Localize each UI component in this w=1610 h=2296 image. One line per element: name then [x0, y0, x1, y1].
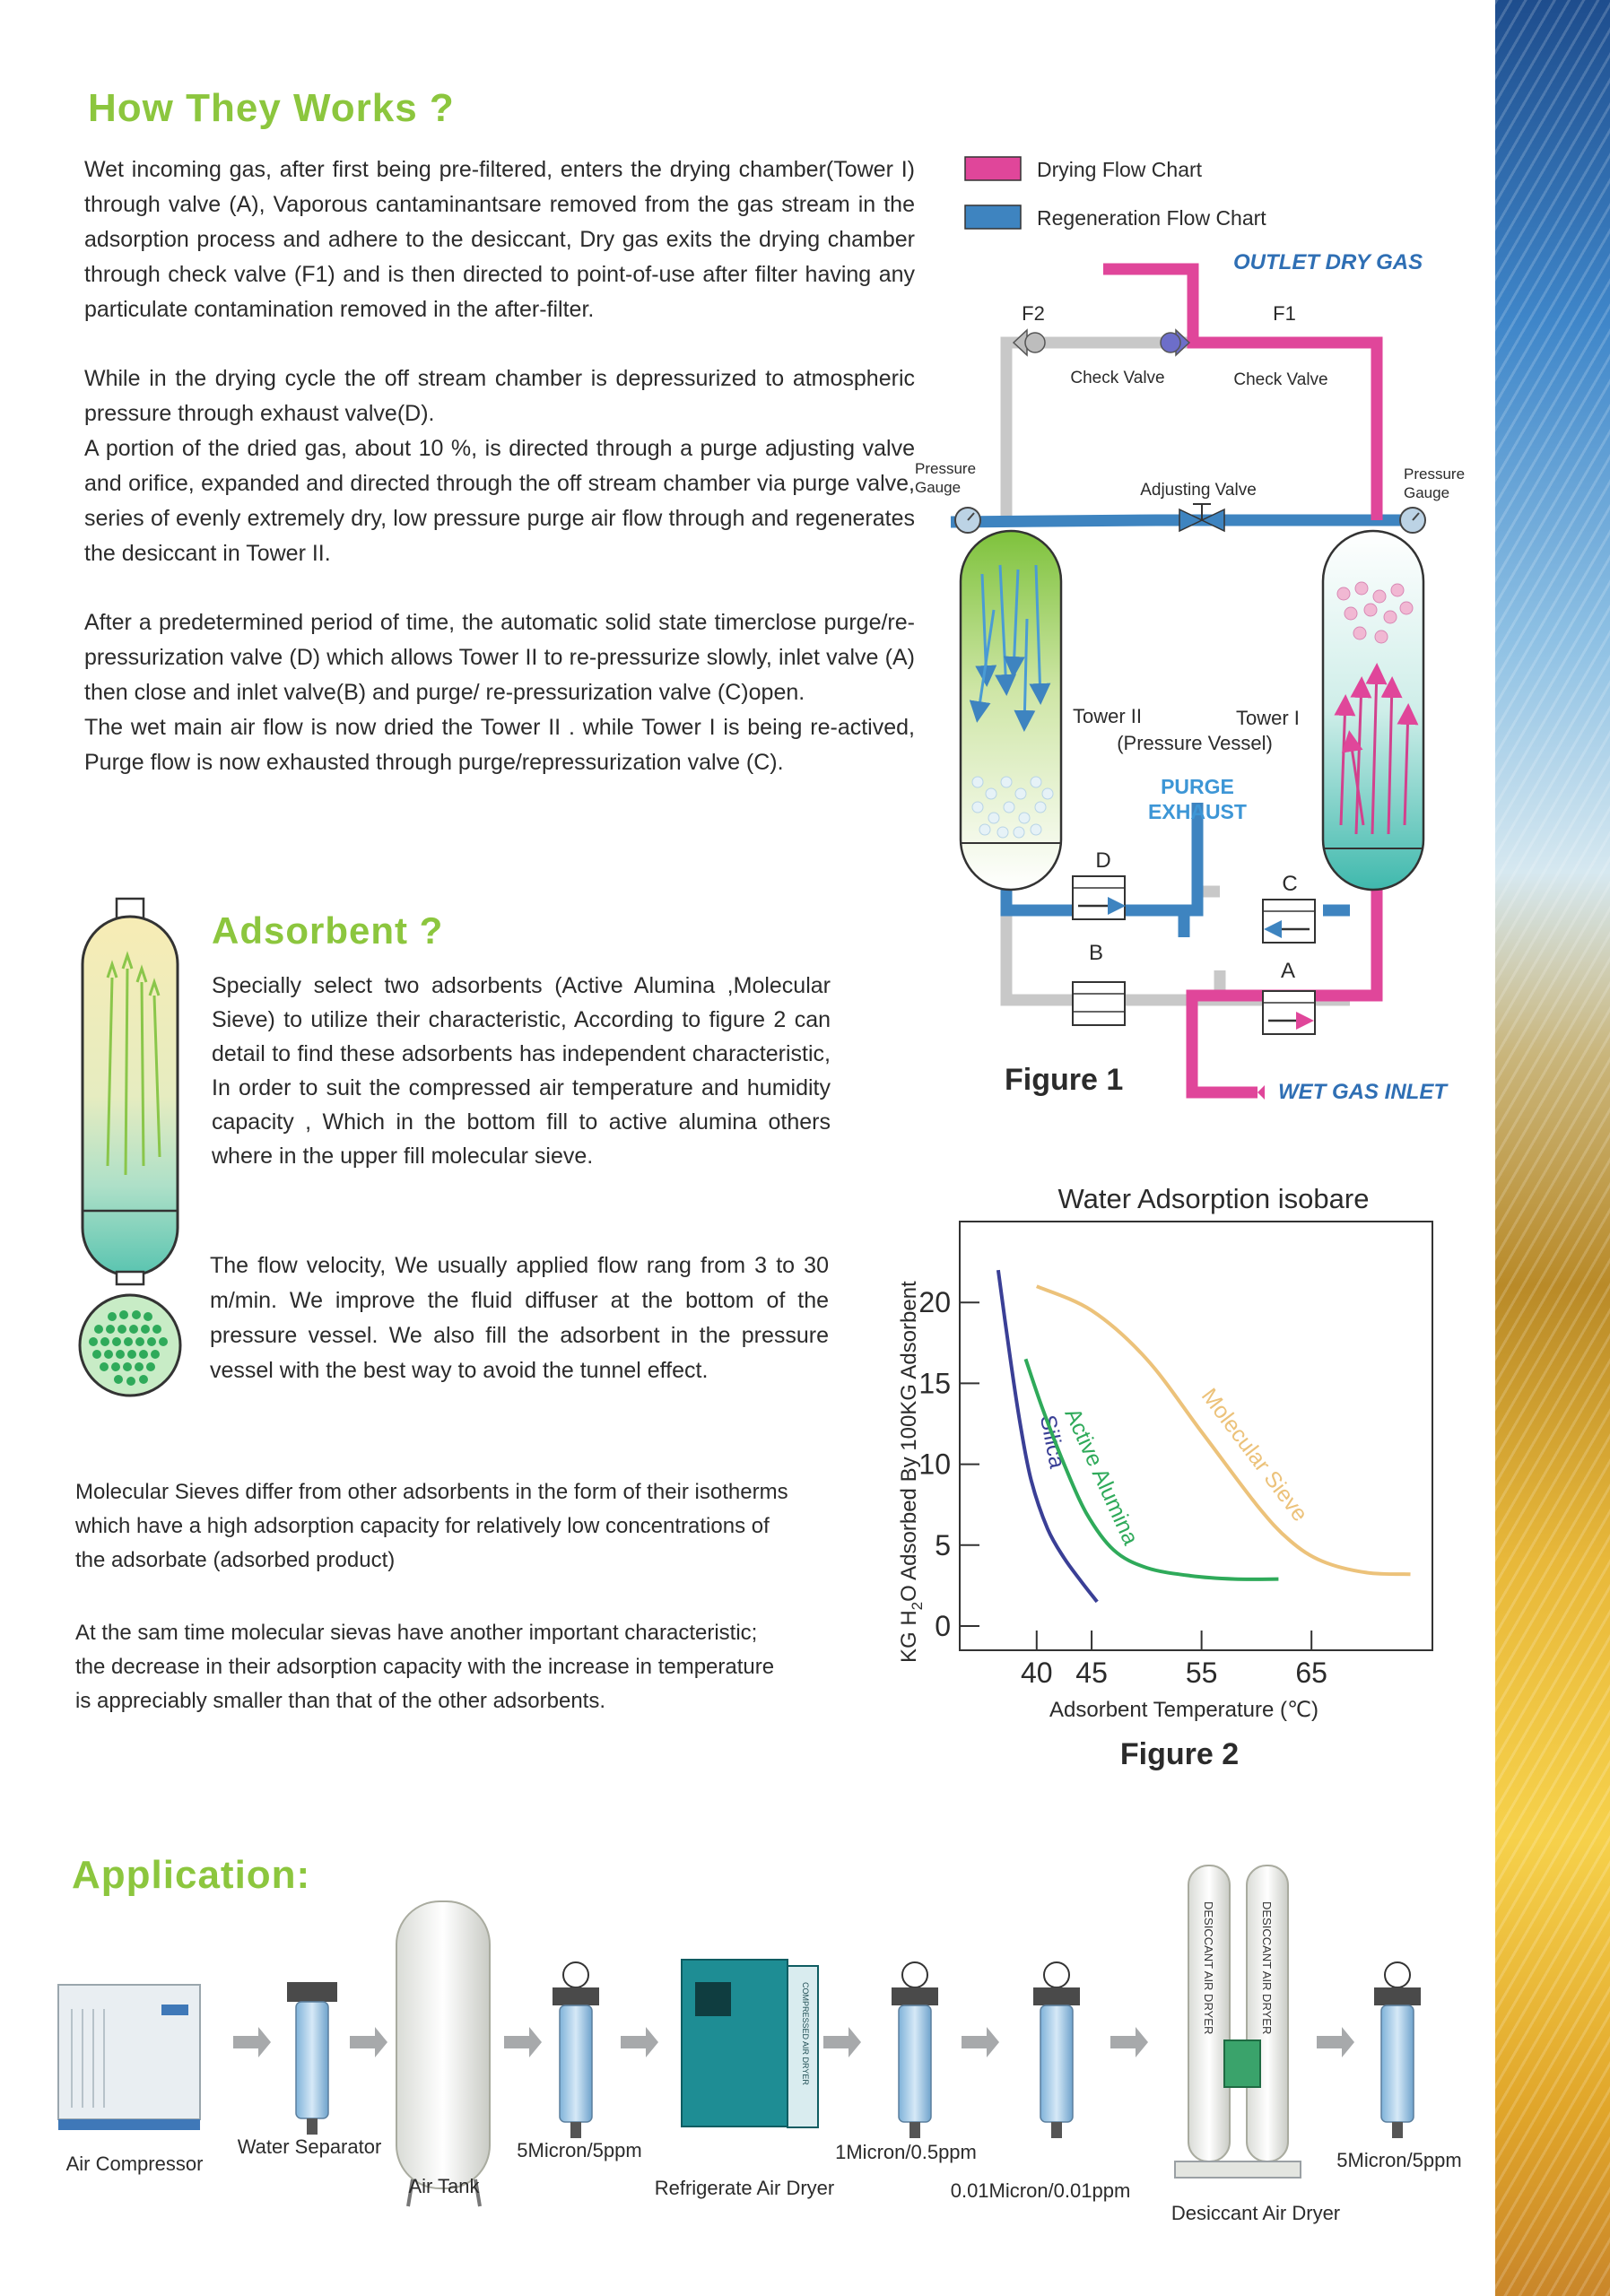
- flow-arrow-3: [504, 2027, 542, 2057]
- check-valve-f1-ball: [1161, 333, 1180, 352]
- x-tick-label: 65: [1295, 1657, 1327, 1689]
- refrigerate-dryer-side-text: COMPRESSED AIR DRYER: [801, 1982, 810, 2085]
- label-1micron: 1Micron/0.5ppm: [835, 2141, 977, 2163]
- desiccant-dryer-left-text: DESICCANT AIR DRYER: [1202, 1901, 1215, 2035]
- figure-2-caption: Figure 2: [1119, 1737, 1240, 1771]
- label-5micron-final: 5Micron/5ppm: [1336, 2149, 1462, 2171]
- y-tick-label: 5: [935, 1528, 951, 1561]
- label-f1: F1: [1273, 302, 1296, 325]
- legend-drying-label: Drying Flow Chart: [1037, 158, 1203, 181]
- refrigerate-air-dryer-unit: [682, 1960, 818, 2127]
- adjusting-valve: [1179, 509, 1202, 531]
- chart-y-axis-label-sub: 2: [909, 1601, 926, 1611]
- x-tick-label: 45: [1075, 1657, 1108, 1689]
- how-paragraph-3b: The wet main air flow is now dried the Tower II . while Tower I is being re-actived, Purge flow is now exhausted through purge/repressurization valve (C).: [84, 715, 915, 775]
- adsorbent-paragraph-4: At the sam time molecular sievas have another important characteristic; the decrease in their adsorption capacity with the increase in temperature is appreciably smaller than that of the other adsorbents.: [75, 1621, 775, 1713]
- label-desiccant-air-dryer: Desiccant Air Dryer: [1171, 2202, 1341, 2224]
- label-001micron: 0.01Micron/0.01ppm: [950, 2179, 1131, 2202]
- label-valve-a: A: [1280, 959, 1296, 983]
- adsorbent-heading: Adsorbent ?: [212, 909, 444, 952]
- label-wet-gas-inlet: WET GAS INLET: [1278, 1080, 1447, 1104]
- label-check-valve-right: Check Valve: [1233, 370, 1328, 389]
- water-separator-unit: [287, 1982, 337, 2135]
- figure-1-diagram: [915, 144, 1498, 1112]
- y-tick-label: 10: [918, 1448, 951, 1481]
- desiccant-dryer-right-text: DESICCANT AIR DRYER: [1260, 1901, 1274, 2035]
- application-heading: Application:: [72, 1853, 311, 1897]
- label-f2: F2: [1022, 302, 1045, 325]
- x-tick-label: 40: [1020, 1657, 1053, 1689]
- how-paragraph-2a: While in the drying cycle the off stream chamber is depressurized to atmospheric pressure through exhaust valve(D).: [84, 366, 915, 426]
- adsorbent-vessel-illustration: [72, 897, 188, 1381]
- label-pressure-gauge-left-1: Pressure: [915, 460, 977, 477]
- chart-title: Water Adsorption isobare: [1057, 1183, 1370, 1214]
- label-tower-i: Tower I: [1236, 707, 1300, 729]
- chart-y-axis-label-pre: KG H: [897, 1610, 921, 1663]
- valve-d: [1073, 876, 1125, 919]
- label-outlet-dry-gas: OUTLET DRY GAS: [1233, 250, 1423, 274]
- filter-1micron-unit: [892, 1962, 938, 2138]
- chart-x-axis-label: Adsorbent Temperature (℃): [1049, 1698, 1318, 1722]
- label-pressure-vessel: (Pressure Vessel): [1117, 732, 1273, 754]
- flow-arrow-7: [1110, 2027, 1148, 2057]
- label-valve-c: C: [1282, 872, 1298, 896]
- label-check-valve-left: Check Valve: [1070, 369, 1165, 387]
- flow-arrow-2: [350, 2027, 387, 2057]
- label-water-separator: Water Separator: [237, 2135, 382, 2158]
- filter-001micron-unit: [1033, 1962, 1080, 2138]
- how-they-works-heading: How They Works ?: [88, 86, 455, 130]
- air-compressor-unit: [58, 1985, 200, 2130]
- how-paragraph-2b: A portion of the dried gas, about 10 %, is directed through a purge adjusting valve and orifice, expanded and directed through the off stream chamber via purge valve, series of evenly extremely dry, low pressure purge air flow through and regenerates the desiccant in Tower II.: [84, 436, 915, 566]
- label-5micron: 5Micron/5ppm: [517, 2139, 642, 2161]
- label-pressure-gauge-right-1: Pressure: [1404, 465, 1466, 483]
- legend-drying-swatch: [965, 157, 1021, 180]
- label-pressure-gauge-right-2: Gauge: [1404, 484, 1450, 501]
- y-tick-label: 15: [918, 1367, 951, 1400]
- y-tick-label: 0: [935, 1609, 951, 1642]
- how-paragraph-3a: After a predetermined period of time, the automatic solid state timerclose purge/re-pressurization valve (D) which allows Tower II to re-pressurize slowly, inlet valve (A) then close and inlet valve(B) and purge/ re-pressurization valve (C)open.: [84, 610, 915, 705]
- label-valve-d: D: [1095, 848, 1111, 873]
- valve-b: [1073, 982, 1125, 1025]
- chart-y-axis-label-post: O Adsorbed By 100KG Adsorbent: [897, 1281, 921, 1602]
- valve-a: [1263, 991, 1315, 1034]
- label-air-tank: Air Tank: [408, 2175, 480, 2197]
- flow-arrow-5: [823, 2027, 861, 2057]
- label-purge: PURGE: [1161, 775, 1234, 798]
- check-valve-f2-ball: [1025, 333, 1045, 352]
- chart-plot-area: [960, 1222, 1432, 1650]
- label-tower-ii: Tower II: [1073, 705, 1143, 727]
- label-adjusting-valve: Adjusting Valve: [1140, 481, 1257, 500]
- label-valve-b: B: [1088, 941, 1104, 965]
- x-tick-label: 55: [1185, 1657, 1218, 1689]
- adsorbent-paragraph-2: The flow velocity, We usually applied flow rang from 3 to 30 m/min. We improve the fluid diffuser at the bottom of the pressure vessel. We also fill the adsorbent in the pressure vessel with the best way to avoid the tunnel effect.: [210, 1253, 829, 1383]
- adsorbent-paragraph-1: Specially select two adsorbents (Active Alumina ,Molecular Sieve) to utilize their characteristic, According to figure 2 can detail to find these adsorbents has independent characteristic, In order to suit the compressed air temperature and humidity capacity , Which in the bottom fill to active alumina others where in the upper fill molecular sieve.: [212, 973, 831, 1169]
- how-paragraph-1: Wet incoming gas, after first being pre-filtered, enters the drying chamber(Tower I) through valve (A), Vaporous cantaminantsare removed from the gas stream in the adsorption process and adhere to the desiccant, Dry gas exits the drying chamber through check valve (F1) and is then directed to point-of-use after filter having any particulate contamination removed in the after-filter.: [84, 157, 915, 322]
- flow-arrow-4: [621, 2027, 658, 2057]
- figure-1-caption: Figure 1: [1005, 1063, 1124, 1097]
- flow-arrow-6: [962, 2027, 999, 2057]
- label-exhaust: EXHAUST: [1148, 800, 1247, 823]
- tower-ii-vessel: [961, 531, 1061, 890]
- desiccant-air-dryer-unit: [1175, 1866, 1301, 2178]
- valve-c: [1263, 900, 1315, 943]
- series-label-active-alumina: Active Alumina: [1059, 1404, 1144, 1549]
- sunrise-side-strip: [1495, 0, 1610, 2296]
- filter-5micron-unit: [553, 1962, 599, 2138]
- series-label-silica: Silica: [1034, 1413, 1070, 1471]
- legend-regen-swatch: [965, 205, 1021, 229]
- label-air-compressor: Air Compressor: [65, 2152, 204, 2175]
- air-tank-unit: [396, 1901, 490, 2206]
- label-refrigerate-air-dryer: Refrigerate Air Dryer: [654, 2177, 835, 2199]
- adsorbent-paragraph-3: Molecular Sieves differ from other adsorbents in the form of their isotherms which have a high adsorption capacity for relatively low concentrations of the adsorbate (adsorbed product): [75, 1480, 788, 1572]
- y-tick-label: 20: [918, 1286, 951, 1319]
- series-label-molecular-sieve: Molecular Sieve: [1196, 1383, 1313, 1526]
- water-adsorption-chart: [875, 1166, 1466, 1785]
- how-text-block: [84, 152, 915, 780]
- legend-regen-label: Regeneration Flow Chart: [1037, 206, 1266, 230]
- flow-arrow-8: [1317, 2027, 1354, 2057]
- flow-arrow-1: [233, 2027, 271, 2057]
- filter-5micron-final-unit: [1374, 1962, 1421, 2138]
- label-pressure-gauge-left-2: Gauge: [915, 479, 962, 496]
